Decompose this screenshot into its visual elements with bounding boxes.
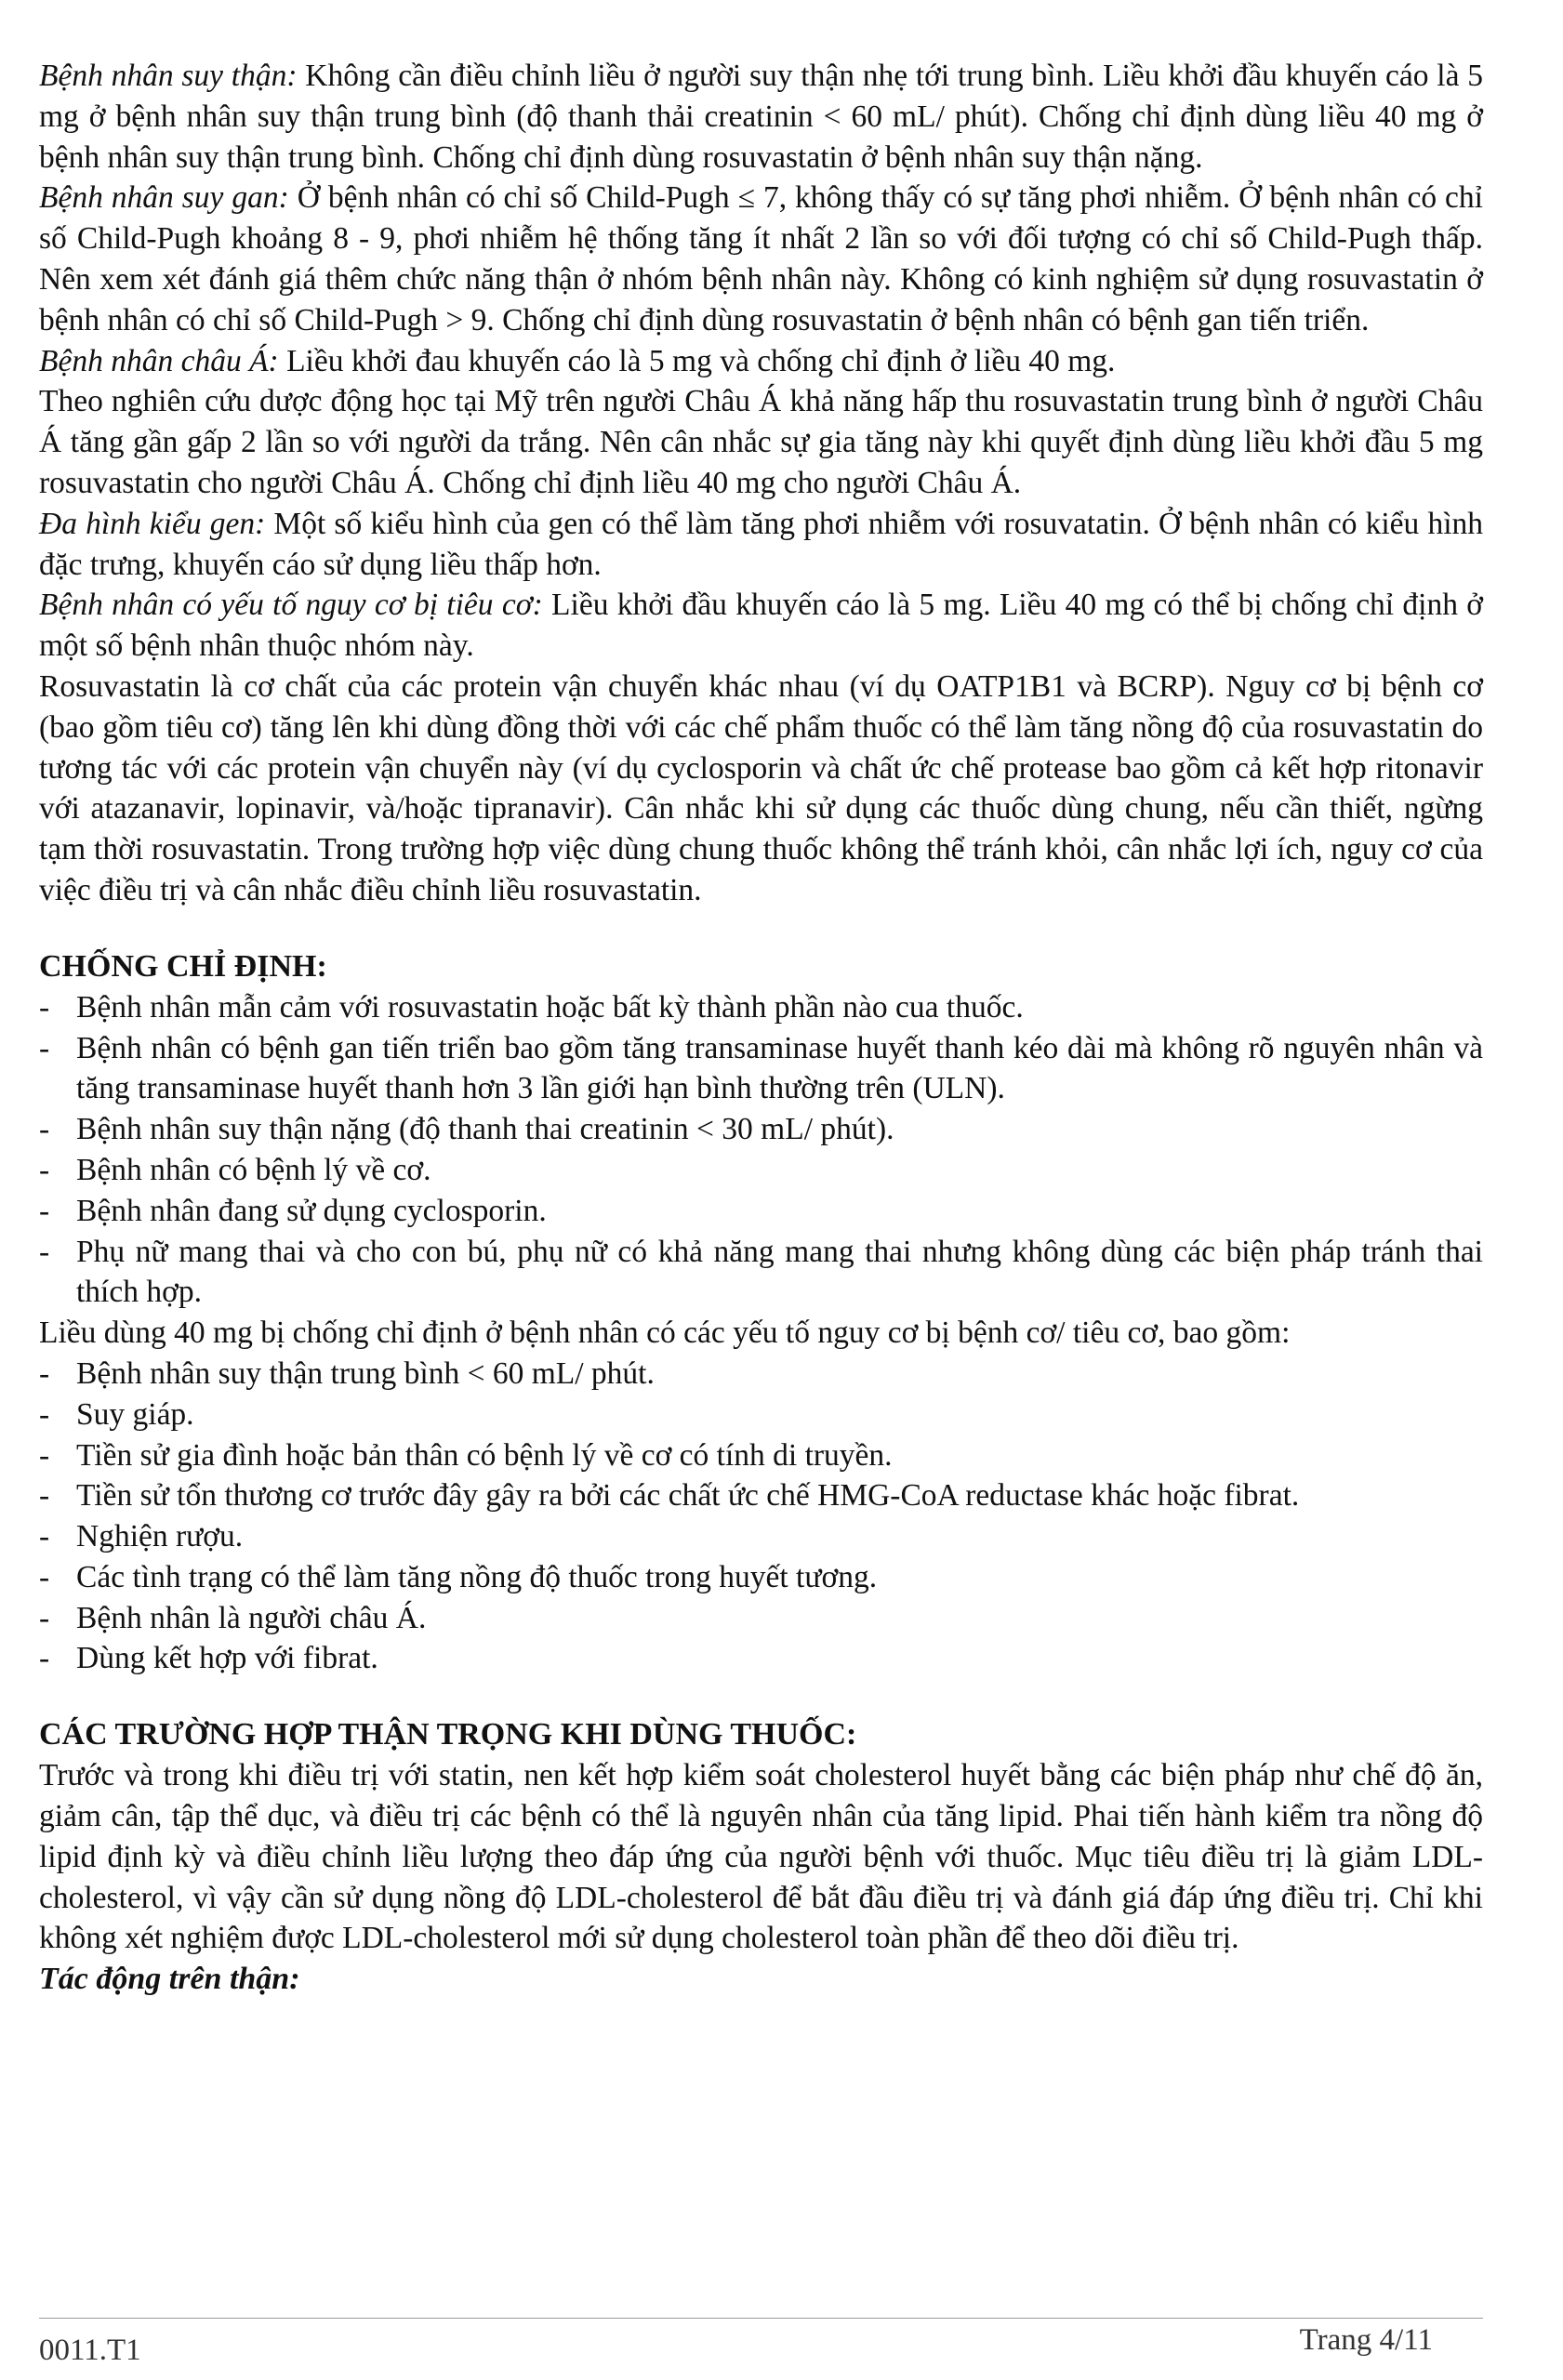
list-item (39, 1516, 1483, 1557)
list-item (39, 1354, 1483, 1395)
page-number: Trang 4/11 (1299, 2323, 1433, 2357)
dash-marker: - (39, 989, 50, 1025)
dose-contraindication-note: Liều dùng 40 mg bị chống chỉ định ở bệnh nhân có các yếu tố nguy cơ bị bệnh cơ/ tiêu cơ, bao gồm: (39, 1316, 1291, 1351)
dash-marker: - (39, 1519, 50, 1554)
paragraph-myopathy-risk (39, 585, 1483, 667)
paragraph-text: Theo nghiên cứu dược động học tại Mỹ trên người Châu Á khả năng hấp thu rosuvastatin trung bình ở người Châu Á tăng gần gấp 2 lần so với người da trắng. Nên cân nhắc sự gia tăng này khi quyết định dùng liều khởi đầu 5 mg rosuvastatin cho người Châu Á. Chống chỉ định liều 40 mg cho người Châu Á. (39, 384, 1483, 500)
dash-marker: - (39, 1396, 50, 1432)
list-item (39, 1191, 1483, 1232)
paragraph-renal-impairment (39, 56, 1483, 178)
paragraph-text: Không cần điều chỉnh liều ở người suy thận nhẹ tới trung bình. Liều khởi đầu khuyến cáo là 5 mg ở bệnh nhân suy thận trung bình (độ thanh thải creatinin < 60 mL/ phút). Chống chỉ định dùng liều 40 mg ở bệnh nhân suy thận trung bình. Chống chỉ định dùng rosuvastatin ở bệnh nhân suy thận nặng. (39, 59, 1483, 175)
paragraph-lead: Bệnh nhân có yếu tố nguy cơ bị tiêu cơ: (39, 588, 543, 623)
list-item (39, 1395, 1483, 1435)
dash-marker: - (39, 1030, 50, 1065)
dash-marker: - (39, 1600, 50, 1635)
list-item (39, 1232, 1483, 1314)
dash-marker: - (39, 1355, 50, 1391)
dash-marker: - (39, 1559, 50, 1594)
paragraph-pharmacokinetic-study (39, 381, 1483, 503)
list-item-text: Bệnh nhân đang sử dụng cyclosporin. (76, 1193, 547, 1228)
paragraph-text: Một số kiểu hình của gen có thể làm tăng phơi nhiễm với rosuvatatin. Ở bệnh nhân có kiểu hình đặc trưng, khuyến cáo sử dụng liều thấp hơn. (39, 506, 1483, 582)
paragraph-text: Liều khởi đau khuyến cáo là 5 mg và chống chỉ định ở liều 40 mg. (278, 343, 1116, 378)
contraindications-heading: CHỐNG CHỈ ĐỊNH: (39, 948, 327, 984)
dash-marker: - (39, 1193, 50, 1228)
list-item (39, 1638, 1483, 1679)
list-item-text: Bệnh nhân suy thận nặng (độ thanh thai creatinin < 30 mL/ phút). (76, 1112, 894, 1147)
section-spacer (39, 911, 1483, 946)
section-spacer (39, 1679, 1483, 1714)
dash-marker: - (39, 1112, 50, 1147)
list-item (39, 1150, 1483, 1191)
paragraph-text: Liều khởi đầu khuyến cáo là 5 mg. Liều 40 mg có thể bị chống chỉ định ở một số bệnh nhân thuộc nhóm này. (39, 588, 1483, 664)
list-item (39, 1435, 1483, 1476)
list-item-text: Bệnh nhân có bệnh lý về cơ. (76, 1152, 431, 1187)
list-item-text: Tiền sử tổn thương cơ trước đây gây ra bởi các chất ức chế HMG-CoA reductase khác hoặc fibrat. (76, 1478, 1300, 1514)
list-item (39, 1028, 1483, 1110)
dose-risk-factors-list (39, 1354, 1483, 1679)
contraindications-list (39, 987, 1483, 1313)
list-item-text: Suy giáp. (76, 1396, 194, 1432)
dash-marker: - (39, 1478, 50, 1514)
dash-marker: - (39, 1641, 50, 1676)
precautions-paragraph: Trước và trong khi điều trị với statin, nen kết hợp kiểm soát cholesterol huyết bằng các biện pháp như chế độ ăn, giảm cân, tập thể dục, và điều trị các bệnh có thể là nguyên nhân của tăng lipid. Phai tiến hành kiểm tra nồng độ lipid định kỳ và điều chỉnh liều lượng theo đáp ứng của người bệnh với thuốc. Mục tiêu điều trị là giảm LDL-cholesterol, vì vậy cần sử dụng nồng độ LDL-cholesterol để bắt đầu điều trị và đánh giá đáp ứng điều trị. Chỉ khi không xét nghiệm được LDL-cholesterol mới sử dụng cholesterol toàn phần để theo dõi điều trị. (39, 1758, 1483, 1956)
dash-marker: - (39, 1234, 50, 1269)
document-page (39, 56, 1483, 2000)
renal-effects-subheading: Tác động trên thận: (39, 1962, 300, 1997)
list-item (39, 1109, 1483, 1150)
list-item-text: Tiền sử gia đình hoặc bản thân có bệnh lý về cơ có tính di truyền. (76, 1437, 893, 1473)
paragraph-transport-proteins (39, 667, 1483, 911)
paragraph-lead: Đa hình kiểu gen: (39, 506, 266, 541)
list-item-text: Bệnh nhân là người châu Á. (76, 1600, 427, 1635)
paragraph-asian-patients (39, 341, 1483, 382)
list-item (39, 1557, 1483, 1598)
list-item (39, 987, 1483, 1028)
paragraph-text: Ở bệnh nhân có chỉ số Child-Pugh ≤ 7, không thấy có sự tăng phơi nhiễm. Ở bệnh nhân có chỉ số Child-Pugh khoảng 8 - 9, phơi nhiễm hệ thống tăng ít nhất 2 lần so với đối tượng có chỉ số Child-Pugh thấp. Nên xem xét đánh giá thêm chức năng thận ở nhóm bệnh nhân này. Không có kinh nghiệm sử dụng rosuvastatin ở bệnh nhân có chỉ số Child-Pugh > 9. Chống chỉ định dùng rosuvastatin ở bệnh nhân có bệnh gan tiến triển. (39, 180, 1483, 337)
paragraph-hepatic-impairment (39, 178, 1483, 340)
dash-marker: - (39, 1437, 50, 1473)
list-item-text: Dùng kết hợp với fibrat. (76, 1641, 378, 1676)
paragraph-lead: Bệnh nhân châu Á: (39, 343, 279, 378)
footer-divider (39, 2318, 1483, 2319)
list-item (39, 1475, 1483, 1516)
paragraph-lead: Bệnh nhân suy thận: (39, 59, 298, 93)
precautions-heading: CÁC TRƯỜNG HỢP THẬN TRỌNG KHI DÙNG THUỐC: (39, 1717, 857, 1752)
list-item-text: Phụ nữ mang thai và cho con bú, phụ nữ có khả năng mang thai nhưng không dùng các biện pháp tránh thai thích hợp. (76, 1234, 1483, 1310)
paragraph-lead: Bệnh nhân suy gan: (39, 180, 289, 216)
list-item-text: Các tình trạng có thể làm tăng nồng độ thuốc trong huyết tương. (76, 1559, 878, 1594)
list-item-text: Nghiện rượu. (76, 1519, 244, 1554)
paragraph-genetic-polymorphism (39, 504, 1483, 586)
paragraph-text: Rosuvastatin là cơ chất của các protein vận chuyển khác nhau (ví dụ OATP1B1 và BCRP). Nguy cơ bị bệnh cơ (bao gồm tiêu cơ) tăng lên khi dùng đồng thời với các chế phẩm thuốc có thể làm tăng nồng độ của rosuvastatin do tương tác với các protein vận chuyển này (ví dụ cyclosporin và chất ức chế protease bao gồm cả kết hợp ritonavir với atazanavir, lopinavir, và/hoặc tipranavir). Cân nhắc khi sử dụng các thuốc dùng chung, nếu cần thiết, ngừng tạm thời rosuvastatin. Trong trường hợp việc dùng chung thuốc không thể tránh khỏi, cân nhắc lợi ích, nguy cơ của việc điều trị và cân nhắc điều chỉnh liều rosuvastatin. (39, 668, 1483, 907)
dash-marker: - (39, 1152, 50, 1187)
list-item-text: Bệnh nhân suy thận trung bình < 60 mL/ phút. (76, 1355, 655, 1391)
list-item-text: Bệnh nhân có bệnh gan tiến triển bao gồm tăng transaminase huyết thanh kéo dài mà không rõ nguyên nhân và tăng transaminase huyết thanh hơn 3 lần giới hạn bình thường trên (ULN). (76, 1030, 1483, 1106)
document-code: 0011.T1 (39, 2334, 141, 2367)
list-item (39, 1598, 1483, 1639)
list-item-text: Bệnh nhân mẫn cảm với rosuvastatin hoặc bất kỳ thành phần nào cua thuốc. (76, 989, 1024, 1025)
